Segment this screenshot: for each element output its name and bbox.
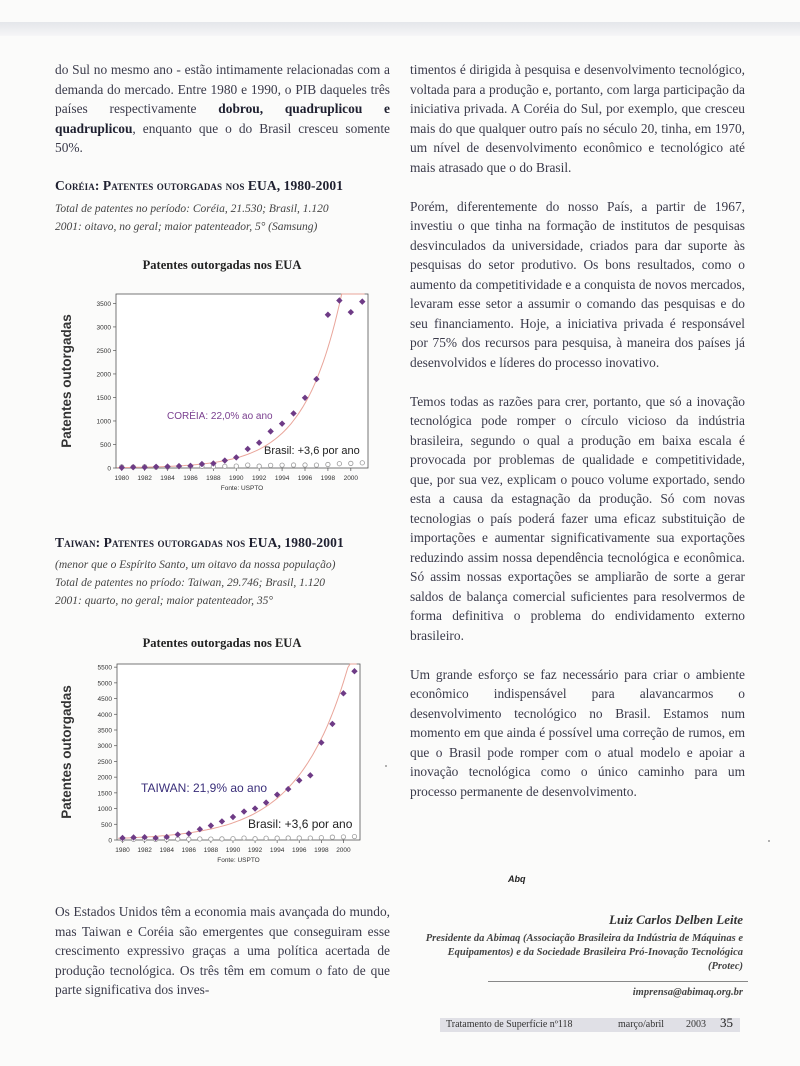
x-tick-label: 1992: [251, 475, 267, 482]
y-tick-label: 3000: [97, 743, 112, 751]
brasil-point: [268, 463, 272, 467]
intro-text-a: do Sul no mesmo ano - estão intimamente relacionadas com a demanda do mercado. Entre 1980 e 1990, o PIB daqueles três países respectivamente: [55, 62, 390, 116]
x-tick-label: 1990: [225, 847, 241, 854]
korea-chart-title: Patentes outorgadas nos EUA: [142, 258, 302, 272]
taiwan-series-label: TAIWAN: 21,9% ao ano: [141, 781, 268, 795]
brasil-point: [291, 463, 295, 467]
y-axis-label: Patentes outorgadas: [59, 685, 74, 819]
x-tick-label: 1998: [314, 847, 329, 854]
intro-paragraph: [55, 60, 390, 158]
brasil-point: [326, 462, 330, 466]
brasil-point: [253, 837, 257, 841]
brasil-point: [264, 836, 268, 840]
page-number: 35: [720, 1015, 733, 1030]
taiwan-caption-sub0: (menor que o Espírito Santo, um oitavo da nossa população): [55, 559, 336, 571]
y-tick-label: 3000: [96, 324, 111, 332]
x-tick-label: 1998: [320, 475, 336, 482]
author-name: Luiz Carlos Delben Leite: [609, 912, 743, 927]
brasil-point: [352, 834, 356, 838]
brasil-point: [198, 837, 202, 841]
x-tick-label: 1996: [292, 847, 307, 854]
right-column: [410, 60, 745, 801]
y-tick-label: 1500: [96, 394, 111, 402]
brasil-point: [349, 461, 353, 465]
y-tick-label: 500: [101, 821, 112, 829]
x-tick-label: 2000: [343, 475, 359, 482]
brasil-point: [314, 463, 318, 467]
brasil-point: [223, 464, 227, 468]
x-tick-label: 1996: [297, 475, 313, 482]
brasil-point: [286, 836, 290, 840]
brasil-point: [187, 837, 191, 841]
x-tick-label: 1990: [229, 475, 244, 482]
brasil-point: [297, 836, 301, 840]
korea-caption-sub1: Total de patentes no período: Coréia, 21.530; Brasil, 1.120: [55, 203, 329, 215]
x-tick-label: 1986: [181, 847, 197, 854]
intro-text-b: , enquanto que o do Brasil cresceu somente 50%.: [55, 120, 390, 155]
brasil-point: [280, 463, 284, 467]
y-tick-label: 2500: [97, 758, 112, 766]
left-column-bottom: [55, 902, 390, 1000]
y-tick-label: 4000: [97, 711, 112, 719]
taiwan-caption-sub2: 2001: quarto, no geral; maior patenteador, 35°: [55, 595, 273, 607]
footer-issue: março/abril: [618, 1019, 665, 1030]
y-tick-label: 1500: [97, 790, 112, 798]
taiwan-chart-title: Patentes outorgadas nos EUA: [142, 636, 302, 650]
brasil-point: [319, 835, 323, 839]
left-column-intro: [55, 60, 390, 158]
y-tick-label: 0: [107, 465, 111, 473]
x-tick-label: 1984: [160, 475, 175, 482]
x-tick-label: 1984: [159, 847, 174, 854]
brasil-point: [231, 837, 235, 841]
y-tick-label: 5000: [97, 680, 112, 688]
plot-frame: [116, 294, 368, 468]
x-tick-label: 1982: [137, 475, 152, 482]
korea-caption-sub2: 2001: oitavo, no geral; maior patenteador, 5° (Samsung): [55, 221, 318, 233]
print-speck: [385, 765, 387, 767]
y-tick-label: 3500: [97, 727, 112, 735]
korea-caption-title: Coréia: Patentes outorgadas nos EUA, 1980-2001: [55, 178, 344, 193]
y-tick-label: 5500: [97, 664, 112, 672]
y-axis-label: Patentes outorgadas: [59, 314, 74, 448]
chart-source: Fonte: USPTO: [217, 857, 260, 864]
brasil-point: [242, 836, 246, 840]
brasil-point: [257, 464, 261, 468]
brasil-point: [308, 836, 312, 840]
chart-source: Fonte: USPTO: [220, 485, 264, 492]
taiwan-patents-chart: [55, 656, 400, 878]
x-tick-label: 1980: [114, 475, 129, 482]
x-tick-label: 1994: [269, 847, 285, 854]
plot-frame: [117, 664, 360, 840]
y-tick-label: 3500: [96, 300, 111, 308]
x-tick-label: 1986: [183, 475, 198, 482]
y-tick-label: 1000: [97, 806, 112, 814]
x-tick-label: 1982: [137, 847, 152, 854]
x-tick-label: 2000: [336, 847, 351, 854]
y-tick-label: 2500: [96, 347, 111, 355]
brasil-point: [234, 464, 238, 468]
brasil-point: [220, 837, 224, 841]
x-tick-label: 1994: [274, 475, 290, 482]
top-color-band: [0, 22, 800, 36]
right-paragraph-4: Um grande esforço se faz necessário para criar o ambiente econômico indispensável para alavancarmos o desenvolvimento tecnológico no Brasil. Estamos num momento em que ainda é possível uma correção de rumos, em que o Brasil pode romper com o atual modelo e apoiar a inovação tecnológica como o único caminho para um processo permanente de desenvolvimento.: [410, 666, 745, 799]
y-tick-label: 4500: [97, 696, 112, 704]
y-tick-label: 500: [100, 441, 111, 449]
brasil-point: [360, 461, 364, 465]
author-role: Presidente da Abimaq (Associação Brasileira da Indústria de Máquinas e Equipamentos) e da Sociedade Brasileira Pró-Inovação Tecnológica (Protec): [425, 933, 743, 972]
y-tick-label: 1000: [96, 418, 111, 426]
taiwan-caption-sub1: Total de patentes no príodo: Taiwan, 29.746; Brasil, 1.120: [55, 577, 326, 589]
abimaq-logo: Abq: [508, 874, 526, 884]
author-email: imprensa@abimaq.org.br: [632, 987, 743, 998]
taiwan-caption-title: Taiwan: Patentes outorgadas nos EUA, 1980-2001: [55, 535, 344, 550]
korea-patents-chart: [55, 278, 400, 508]
brasil-point: [246, 463, 250, 467]
page-footer: [440, 1018, 740, 1032]
bottom-paragraph: Os Estados Unidos têm a economia mais avançada do mundo, mas Taiwan e Coréia são emergentes que conseguiram esse crescimento expressivo graças a uma política acertada de produção tecnológica. Os três têm em comum o fato de que parte significativa dos inves-: [55, 904, 390, 997]
brasil-point: [341, 835, 345, 839]
brasil-point: [337, 462, 341, 466]
brasil-series-label: Brasil: +3,6 por ano: [264, 445, 360, 457]
x-tick-label: 1988: [206, 475, 221, 482]
right-paragraph-1: timentos é dirigida à pesquisa e desenvolvimento tecnológico, voltada para a produção e, portanto, com larga participação da iniciativa privada. A Coréia do Sul, por exemplo, que cresceu mais do que qualquer outro país no século 20, tinha, em 1970, um nível de desenvolvimento econômico e tecnológico até mais atrasado que o do Brasil.: [410, 62, 745, 175]
y-tick-label: 0: [108, 837, 112, 845]
x-tick-label: 1980: [115, 847, 130, 854]
footer-magazine: Tratamento de Superfície nº118: [446, 1019, 573, 1030]
brasil-point: [330, 835, 334, 839]
x-tick-label: 1988: [203, 847, 219, 854]
right-paragraph-2: Porém, diferentemente do nosso País, a partir de 1967, investiu o que tinha na formação de institutos de pesquisas desvinculados da universidade, criados para dar suporte às pesquisas do setor produtivo. Os bons resultados, como o aumento da competitividade e a conquista de novos mercados, levaram esse setor a assumir o comando das pesquisas e do seu financiamento. Hoje, a iniciativa privada é responsável por 75% dos recursos para pesquisa, à maneira dos países já desenvolvidos e líderes do processo inovativo.: [410, 198, 745, 370]
korea-series-label: CORÉIA: 22,0% ao ano: [167, 411, 273, 422]
footer-year: 2003: [686, 1019, 706, 1030]
y-tick-label: 2000: [97, 774, 112, 782]
y-tick-label: 2000: [96, 371, 111, 379]
intro-text-bold: dobrou, quadruplicou e quadruplicou: [55, 101, 390, 136]
brasil-point: [303, 463, 307, 467]
right-paragraph-3: Temos todas as razões para crer, portanto, que só a inovação tecnológica pode romper o círculo vicioso da indústria brasileira, segundo o qual a produção em baixa escala é provocada por problemas de qualidade e competitividade, que, por sua vez, explicam o pouco volume exportado, sendo esta a causa da estagnação da produção. Só com novas tecnologias o país poderá fazer uma eficaz substituição de importações e aumentar significativamente sua exportações reduzindo assim nossa dependência tecnológica e econômica. Só assim nossas exportações se ampliarão de sorte a gerar saldos de balança comercial suficientes para resolvermos de forma definitiva o problema do endividamento externo brasileiro.: [410, 393, 745, 643]
brasil-point: [209, 837, 213, 841]
print-speck: [768, 840, 770, 842]
signature-rule: [488, 981, 748, 982]
x-tick-label: 1992: [247, 847, 263, 854]
brasil-series-label: Brasil: +3,6 por ano: [248, 817, 353, 831]
brasil-point: [275, 836, 279, 840]
